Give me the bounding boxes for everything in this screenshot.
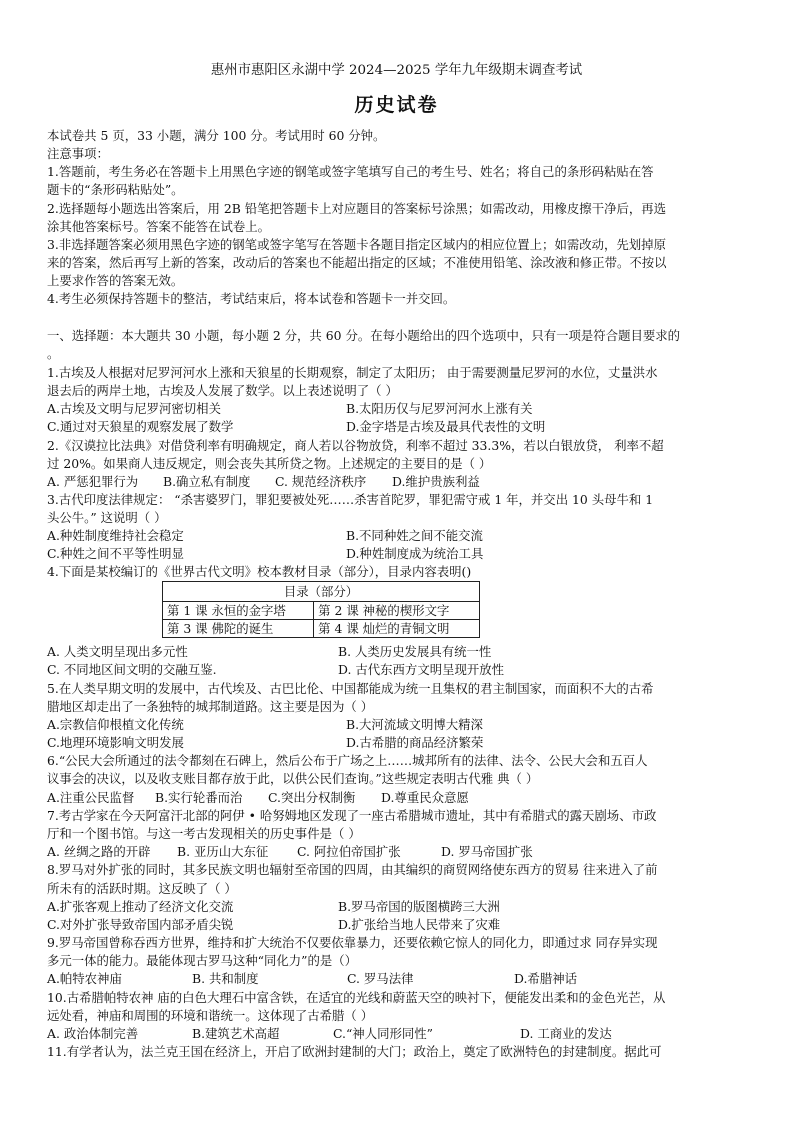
question-7-text: 7.考古学家在今天阿富汗北部的阿伊 • 哈努姆地区发现了一座古希腊城市遗址，其中有希腊式的露天剧场、市政 xyxy=(47,808,657,823)
section-heading-end: 。 xyxy=(47,346,60,361)
note-line: 1.答题前，考生务必在答题卡上用黑色字迹的钢笔或签字笔填写自己的考生号、姓名；将自己的条形码粘贴在答 xyxy=(47,164,654,179)
question-7-option-c: C. 阿拉伯帝国扩张 xyxy=(297,844,401,859)
question-8-text: 所未有的活跃时期。这反映了（ ） xyxy=(47,881,237,896)
question-2-option-c: C. 规范经济秩序 xyxy=(275,474,367,489)
question-6-option-d: D.尊重民众意愿 xyxy=(381,790,469,805)
question-2-option-b: B.确立私有制度 xyxy=(163,474,251,489)
question-8-text: 8.罗马对外扩张的同时，其多民族文明也辐射至帝国的四周，由其编织的商贸网络使东西方的贸易 往来进入了前 xyxy=(47,862,658,877)
question-10-text: 远处看，神庙和周围的环境和谐统一。这体现了古希腊（ ） xyxy=(47,1008,374,1023)
question-6-option-a: A.注重公民监督 xyxy=(47,790,135,805)
question-9-text: 9.罗马帝国曾称吞西方世界，维持和扩大统治不仅要依靠暴力，还要依赖它惊人的同化力，即通过求 同存异实现 xyxy=(47,935,658,950)
note-line: 上要求作答的答案无效。 xyxy=(47,273,184,288)
question-9-option-d: D.希腊神话 xyxy=(514,971,577,986)
school-exam-line: 惠州市惠阳区永湖中学 2024—2025 学年九年级期末调查考试 xyxy=(210,63,583,78)
question-5-option-c: C.地理环境影响文明发展 xyxy=(47,735,184,750)
question-6-text: 6.“公民大会所通过的法令都刻在石碑上，然后公布于广场之上……城邦所有的法律、法令、公民大会和五百人 xyxy=(47,753,648,768)
question-10-text: 10.古希腊帕特农神 庙的白色大理石中富含铁，在适宜的光线和蔚蓝天空的映衬下，便能发出柔和的金色光芒，从 xyxy=(47,990,666,1005)
question-8-option-c: C.对外扩张导致帝国内部矛盾尖锐 xyxy=(47,917,234,932)
question-8-option-b: B.罗马帝国的版图横跨三大洲 xyxy=(338,899,500,914)
question-4-option-a: A. 人类文明呈现出多元性 xyxy=(47,644,188,659)
question-11-text: 11.有学者认为，法兰克王国在经济上，开启了欧洲封建制的大门；政治上，奠定了欧洲特色的封建制度。据此可 xyxy=(47,1044,662,1059)
question-1-option-b: B.太阳历仅与尼罗河河水上涨有关 xyxy=(346,401,533,416)
question-1-text: 1.古埃及人根据对尼罗河河水上涨和天狼星的长期观察，制定了太阳历； 由于需要测量尼罗河的水位，丈量洪水 xyxy=(47,365,658,380)
question-9-option-a: A.帕特农神庙 xyxy=(47,971,122,986)
page-title: 历史试卷 xyxy=(354,94,439,116)
question-6-option-c: C.突出分权制衡 xyxy=(268,790,356,805)
question-5-text: 腊地区却走出了一条独特的城邦制道路。这主要是因为（ ） xyxy=(47,699,374,714)
question-3-option-c: C.种姓之间不平等性明显 xyxy=(47,546,184,561)
catalog-cell: 第 3 课 佛陀的诞生 xyxy=(163,620,314,638)
question-2-option-a: A. 严惩犯罪行为 xyxy=(47,474,139,489)
note-line: 题卡的“条形码粘贴处”。 xyxy=(47,182,184,197)
question-9-option-b: B. 共和制度 xyxy=(192,971,259,986)
notes-heading: 注意事项： xyxy=(47,146,109,161)
question-10-option-c: C.“神人同形同性” xyxy=(333,1026,433,1041)
question-7-option-d: D. 罗马帝国扩张 xyxy=(441,844,533,859)
question-1-option-c: C.通过对天狼星的观察发展了数学 xyxy=(47,419,234,434)
question-7-option-a: A. 丝绸之路的开辟 xyxy=(47,844,151,859)
question-10-option-b: B.建筑艺术高超 xyxy=(192,1026,280,1041)
question-8-option-d: D.扩张给当地人民带来了灾难 xyxy=(338,917,501,932)
question-3-text: 头公牛。” 这说明（ ） xyxy=(47,510,167,525)
question-5-text: 5.在人类早期文明的发展中，古代埃及、古巴比伦、中国都能成为统一且集权的君主制国家，而面积不大的古希 xyxy=(47,681,654,696)
catalog-caption: 目录（部分） xyxy=(163,582,480,602)
note-line: 2.选择题每小题选出答案后，用 2B 铅笔把答题卡上对应题目的答案标号涂黑；如需改动，用橡皮擦干净后，再选 xyxy=(47,201,667,216)
note-line: 4.考生必须保持答题卡的整洁，考试结束后，将本试卷和答题卡一并交回。 xyxy=(47,291,456,306)
question-7-option-b: B. 亚历山大东征 xyxy=(177,844,269,859)
question-4-option-d: D. 古代东西方文明呈现开放性 xyxy=(338,662,505,677)
note-line: 3.非选择题答案必须用黑色字迹的钢笔或签字笔写在答题卡各题目指定区域内的相应位置上；如需改动，先划掉原 xyxy=(47,237,666,252)
question-4-text: 4.下面是某校编订的《世界古代文明》校本教材目录（部分），目录内容表明() xyxy=(47,564,472,579)
question-3-option-b: B.不同种姓之间不能交流 xyxy=(346,528,483,543)
section-heading: 一、选择题：本大题共 30 小题，每小题 2 分，共 60 分。在每小题给出的四个选项中，只有一项是符合题目要求的 xyxy=(47,328,681,343)
question-2-text: 过 20%。如果商人违反规定，则会丧失其所贷之物。上述规定的主要目的是（ ） xyxy=(47,456,492,471)
note-line: 涂其他答案标号。答案不能答在试卷上。 xyxy=(47,219,271,234)
catalog-table xyxy=(162,581,480,638)
question-9-text: 多元一体的能力。最能体现古罗马这种“同化力”的是（） xyxy=(47,953,358,968)
question-2-text: 2.《汉谟拉比法典》对借贷利率有明确规定，商人若以谷物放贷，利率不超过 33.3%，若以白银放贷， 利率不超 xyxy=(47,438,664,453)
catalog-cell: 第 1 课 永恒的金字塔 xyxy=(163,602,314,620)
question-9-option-c: C. 罗马法律 xyxy=(347,971,414,986)
question-5-option-a: A.宗教信仰根植文化传统 xyxy=(47,717,184,732)
question-2-option-d: D.维护贵族利益 xyxy=(392,474,480,489)
question-8-option-a: A.扩张客观上推动了经济文化交流 xyxy=(47,899,234,914)
question-3-text: 3.古代印度法律规定： “杀害婆罗门，罪犯要被处死……杀害首陀罗，罪犯需守戒 1 年，并交出 10 头母牛和 1 xyxy=(47,492,654,507)
question-6-text: 议事会的决议，以及收支账目都存放于此，以供公民们查询。”这些规定表明古代雅 典（ ） xyxy=(47,771,539,786)
question-4-option-b: B. 人类历史发展具有统一性 xyxy=(338,644,492,659)
question-1-option-a: A.古埃及文明与尼罗河密切相关 xyxy=(47,401,221,416)
catalog-cell: 第 4 课 灿烂的青铜文明 xyxy=(314,620,480,638)
question-5-option-b: B.大河流域文明博大精深 xyxy=(346,717,483,732)
note-line: 来的答案，然后再写上新的答案，改动后的答案也不能超出指定的区域；不准使用铅笔、涂改液和修正带。不按以 xyxy=(47,255,667,270)
question-4-option-c: C. 不同地区间文明的交融互鉴. xyxy=(47,662,217,677)
exam-summary: 本试卷共 5 页，33 小题，满分 100 分。考试用时 60 分钟。 xyxy=(47,128,386,143)
question-1-option-d: D.金字塔是古埃及最具代表性的文明 xyxy=(346,419,546,434)
question-3-option-d: D.种姓制度成为统治工具 xyxy=(346,546,484,561)
question-6-option-b: B.实行轮番而治 xyxy=(155,790,243,805)
catalog-cell: 第 2 课 神秘的楔形文字 xyxy=(314,602,480,620)
question-10-option-a: A. 政治体制完善 xyxy=(47,1026,139,1041)
question-3-option-a: A.种姓制度维持社会稳定 xyxy=(47,528,184,543)
question-7-text: 厅和一个图书馆。与这一考古发现相关的历史事件是（ ） xyxy=(47,826,361,841)
question-5-option-d: D.古希腊的商品经济繁荣 xyxy=(346,735,484,750)
question-1-text: 退去后的两岸土地，古埃及人发展了数学。以上表述说明了（ ） xyxy=(47,383,398,398)
question-10-option-d: D. 工商业的发达 xyxy=(520,1026,612,1041)
